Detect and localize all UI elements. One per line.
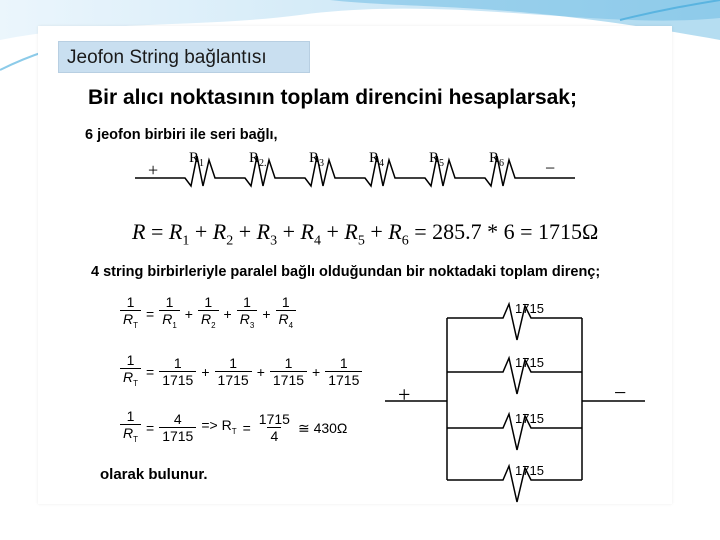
equals-sign: = xyxy=(146,419,155,436)
plus-sign: + xyxy=(262,305,271,322)
parallel-eq-row-1 xyxy=(118,294,298,334)
fraction: $\frac{1}{1715}$ xyxy=(215,355,252,388)
series-resistor-label: $R_3$ xyxy=(309,150,325,169)
equals-sign: = xyxy=(242,419,251,436)
series-resistor xyxy=(475,156,535,186)
eq-sub: 5 xyxy=(357,233,365,249)
series-equation: $R = R_1 + R_2 + R_3 + R_4 + R_5 + R_6 = 285.7 * 6 = 1715\Omega$ xyxy=(132,219,599,249)
series-resistor xyxy=(415,156,475,186)
parallel-eq-row-3: $\frac{1}{R_T}$ = $\frac{4}{1715}$ => $R_T$ = $\frac{1715}{4}$ ≅ 430Ω xyxy=(118,408,350,448)
plus-sign: + xyxy=(223,305,232,322)
fraction: $\frac{4}{1715}$ xyxy=(159,411,196,444)
parallel-plus: + xyxy=(398,382,411,407)
series-resistor-label: $R_5$ xyxy=(429,150,445,169)
fraction: $\frac{1}{1715}$ xyxy=(325,355,362,388)
plus-sign: + xyxy=(256,363,265,380)
eq-sub: 2 xyxy=(226,233,234,249)
parallel-eq-row-2 xyxy=(118,352,364,392)
plus-sign: + xyxy=(184,305,193,322)
fraction: $\frac{1}{R_2}$ xyxy=(198,294,219,334)
eq-rhs: = 285.7 * 6 = 1715Ω xyxy=(414,219,599,244)
series-resistor-label: $R_1$ xyxy=(189,150,205,169)
eq-term: R xyxy=(300,219,314,244)
eq-sub: 3 xyxy=(270,233,278,249)
fraction: $\frac{1}{R_T}$ xyxy=(120,294,141,334)
parallel-note: 4 string birbirleriyle paralel bağlı olduğundan bir noktadaki toplam direnç; xyxy=(91,264,601,280)
series-minus: − xyxy=(545,158,556,178)
eq-term: R xyxy=(212,219,227,244)
fraction: $\frac{1}{R_1}$ xyxy=(159,294,180,334)
parallel-resistor-label: 1715 xyxy=(515,463,544,478)
parallel-circuit xyxy=(385,300,645,510)
eq-sub: 1 xyxy=(182,233,190,249)
plus-sign: + xyxy=(312,363,321,380)
slide-title: Jeofon String bağlantısı xyxy=(58,41,310,73)
series-resistor-label: $R_{2.}$ xyxy=(249,150,267,169)
plus-sign: + xyxy=(201,363,210,380)
eq-term: R xyxy=(344,219,358,244)
eq-term: R xyxy=(256,219,271,244)
conclusion-text: olarak bulunur. xyxy=(100,466,208,483)
fraction: $\frac{1}{R_4}$ xyxy=(276,294,297,334)
eq-sub: 4 xyxy=(313,233,321,249)
series-plus: + xyxy=(148,160,159,180)
series-resistor xyxy=(355,156,415,186)
approx-result: ≅ 430Ω xyxy=(297,419,348,436)
equals-sign: = xyxy=(146,305,155,322)
parallel-resistor-label: 1715 xyxy=(515,411,544,426)
series-resistor-label: $R_6$ xyxy=(489,150,505,169)
slide-heading: Bir alıcı noktasının toplam direncini hesaplarsak; xyxy=(88,86,577,109)
eq-term: R xyxy=(168,219,183,244)
fraction: $\frac{1}{1715}$ xyxy=(270,355,307,388)
eq-term: R xyxy=(388,219,402,244)
fraction: $\frac{1}{R_T}$ xyxy=(120,408,141,448)
parallel-resistor-label: 1715 xyxy=(515,301,544,316)
equals-sign: = xyxy=(146,363,155,380)
fraction: $\frac{1}{R_T}$ xyxy=(120,352,141,392)
fraction: $\frac{1715}{4}$ xyxy=(258,411,290,445)
series-resistor xyxy=(175,156,235,186)
fraction: $\frac{1}{1715}$ xyxy=(159,355,196,388)
eq-lhs: R xyxy=(132,219,146,244)
series-resistor-label: $R_4$ xyxy=(369,150,385,169)
parallel-resistor-label: 1715 xyxy=(515,355,544,370)
arrow-result: => R xyxy=(201,416,232,433)
series-note: 6 jeofon birbiri ile seri bağlı, xyxy=(85,127,278,143)
eq-sub: 6 xyxy=(401,233,409,249)
fraction: $\frac{1}{R_3}$ xyxy=(237,294,258,334)
parallel-minus: − xyxy=(614,380,627,405)
series-resistor xyxy=(295,156,355,186)
